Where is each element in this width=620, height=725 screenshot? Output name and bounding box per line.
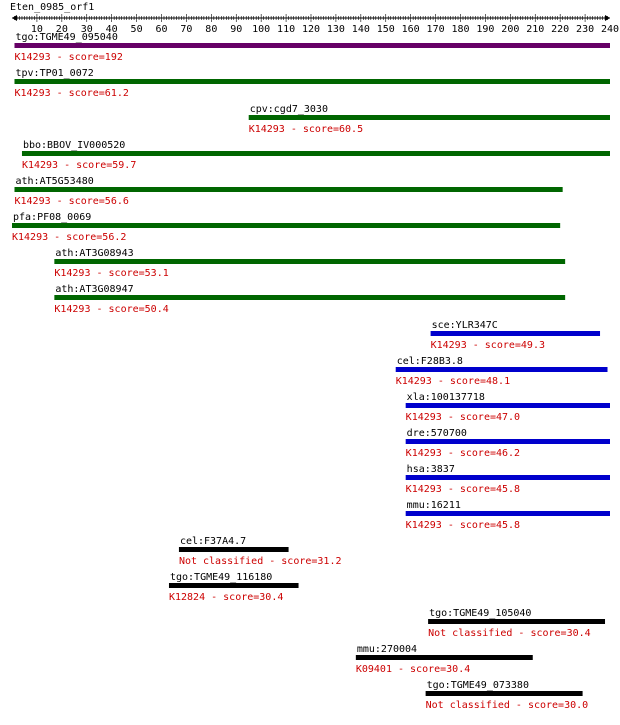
hit-gene-link[interactable]: sce:YLR347C <box>431 320 498 331</box>
ruler-tick-label: 100 <box>252 24 271 35</box>
hit-score-text: K14293 - score=50.4 <box>54 304 169 315</box>
ruler-tick-label: 60 <box>155 24 168 35</box>
ruler-tick-label: 70 <box>180 24 193 35</box>
ruler-tick-label: 90 <box>230 24 243 35</box>
hit-score-text: K14293 - score=45.8 <box>405 520 521 531</box>
hit-alignment-bar[interactable] <box>406 403 610 408</box>
hit-row[interactable] <box>406 464 610 495</box>
hit-gene-link[interactable]: tpv:TP01_0072 <box>15 68 94 79</box>
ruler-tick-label: 160 <box>401 24 420 35</box>
hit-gene-link[interactable]: ath:AT5G53480 <box>15 176 94 187</box>
hit-alignment-bar[interactable] <box>406 439 610 444</box>
hit-row[interactable] <box>12 212 560 243</box>
hit-alignment-bar[interactable] <box>12 223 560 228</box>
hit-alignment-bar[interactable] <box>431 331 600 336</box>
hit-alignment-bar[interactable] <box>406 511 610 516</box>
hit-alignment-bar[interactable] <box>14 79 610 84</box>
hit-score-text: K14293 - score=53.1 <box>54 268 169 279</box>
hit-row[interactable] <box>406 500 610 531</box>
ruler-tick-label: 30 <box>80 24 93 35</box>
hit-alignment-bar[interactable] <box>406 475 610 480</box>
ruler-tick-label: 230 <box>576 24 595 35</box>
ruler-tick-label: 40 <box>105 24 118 35</box>
hit-row[interactable] <box>426 680 589 711</box>
hit-row[interactable] <box>14 68 610 99</box>
hit-alignment-bar[interactable] <box>249 115 610 120</box>
hit-list <box>12 32 610 711</box>
hit-score-text: K14293 - score=48.1 <box>395 376 511 387</box>
hit-gene-link[interactable]: dre:570700 <box>406 428 467 439</box>
hit-score-text: Not classified - score=31.2 <box>178 556 342 567</box>
ruler-tick-label: 10 <box>30 24 43 35</box>
hit-gene-link[interactable]: ath:AT3G08943 <box>55 248 134 259</box>
hit-gene-link[interactable]: cel:F37A4.7 <box>179 536 247 547</box>
hit-gene-link[interactable]: xla:100137718 <box>406 392 485 403</box>
hit-score-text: Not classified - score=30.4 <box>428 628 591 639</box>
ruler-tick-label: 240 <box>600 24 620 35</box>
hit-row[interactable] <box>179 536 342 567</box>
hit-score-text: K14293 - score=61.2 <box>14 88 129 99</box>
hit-score-text: K14293 - score=56.2 <box>12 232 127 243</box>
ruler-tick-label: 140 <box>351 24 370 35</box>
ruler-tick-label: 220 <box>551 24 570 35</box>
ruler-tick-label: 200 <box>501 24 520 35</box>
ruler-tick-label: 190 <box>476 24 495 35</box>
hit-gene-link[interactable]: tgo:TGME49_095040 <box>15 32 118 43</box>
hit-score-text: K14293 - score=49.3 <box>430 340 545 351</box>
ruler-tick-label: 20 <box>55 24 68 35</box>
hit-alignment-bar[interactable] <box>14 43 610 48</box>
hit-alignment-bar[interactable] <box>169 583 299 588</box>
ruler-tick-label: 120 <box>301 24 321 35</box>
ruler-tick-label: 180 <box>451 24 470 35</box>
hit-alignment-bar[interactable] <box>179 547 289 552</box>
hit-score-text: K14293 - score=56.6 <box>14 196 129 207</box>
query-name: Eten_0985_orf1 <box>10 2 95 13</box>
hit-gene-link[interactable]: hsa:3837 <box>406 464 455 475</box>
ruler-tick-label: 210 <box>526 24 545 35</box>
hit-alignment-bar[interactable] <box>22 151 610 156</box>
hit-row[interactable] <box>396 356 608 387</box>
hit-score-text: K12824 - score=30.4 <box>168 592 284 603</box>
hit-row[interactable] <box>14 176 562 207</box>
hit-gene-link[interactable]: ath:AT3G08947 <box>55 284 134 295</box>
ruler-tick-label: 50 <box>130 24 143 35</box>
hit-score-text: Not classified - score=30.0 <box>425 700 589 711</box>
hit-alignment-bar[interactable] <box>356 655 533 660</box>
hit-gene-link[interactable]: mmu:16211 <box>406 500 461 511</box>
ruler-tick-label: 80 <box>205 24 218 35</box>
ruler-tick-label: 130 <box>326 24 345 35</box>
hit-score-text: K14293 - score=45.8 <box>405 484 521 495</box>
hit-alignment-bar[interactable] <box>428 619 605 624</box>
hit-alignment-bar[interactable] <box>396 367 608 372</box>
hit-row[interactable] <box>249 104 610 135</box>
ruler-tick-label: 110 <box>277 24 296 35</box>
hit-gene-link[interactable]: tgo:TGME49_073380 <box>426 680 529 691</box>
hit-alignment-bar[interactable] <box>426 691 583 696</box>
hit-row[interactable] <box>54 248 565 279</box>
ruler-tick-label: 150 <box>376 24 395 35</box>
hit-row[interactable] <box>431 320 600 351</box>
hit-row[interactable] <box>14 32 610 63</box>
hit-score-text: K14293 - score=46.2 <box>405 448 521 459</box>
hit-score-text: K14293 - score=192 <box>14 52 123 63</box>
hit-gene-link[interactable]: cel:F28B3.8 <box>396 356 463 367</box>
hit-row[interactable] <box>54 284 565 315</box>
hit-gene-link[interactable]: bbo:BBOV_IV000520 <box>22 140 126 151</box>
hit-gene-link[interactable]: tgo:TGME49_105040 <box>429 608 532 619</box>
hit-row[interactable] <box>22 140 610 171</box>
ruler-tick-label: 170 <box>426 24 445 35</box>
hit-gene-link[interactable]: mmu:270004 <box>356 644 418 655</box>
hit-row[interactable] <box>406 392 610 423</box>
hit-score-text: K14293 - score=60.5 <box>248 124 364 135</box>
hit-score-text: K14293 - score=59.7 <box>21 160 137 171</box>
hit-row[interactable] <box>428 608 605 639</box>
hit-gene-link[interactable]: pfa:PF08_0069 <box>13 212 92 223</box>
hit-score-text: K09401 - score=30.4 <box>355 664 471 675</box>
hit-row[interactable] <box>169 572 299 603</box>
hit-gene-link[interactable]: cpv:cgd7_3030 <box>249 104 328 115</box>
hit-score-text: K14293 - score=47.0 <box>405 412 521 423</box>
hit-row[interactable] <box>356 644 533 675</box>
hit-alignment-bar[interactable] <box>14 187 562 192</box>
hit-alignment-bar[interactable] <box>54 259 565 264</box>
hit-alignment-bar[interactable] <box>54 295 565 300</box>
hit-row[interactable] <box>406 428 610 459</box>
hit-gene-link[interactable]: tgo:TGME49_116180 <box>169 572 273 583</box>
